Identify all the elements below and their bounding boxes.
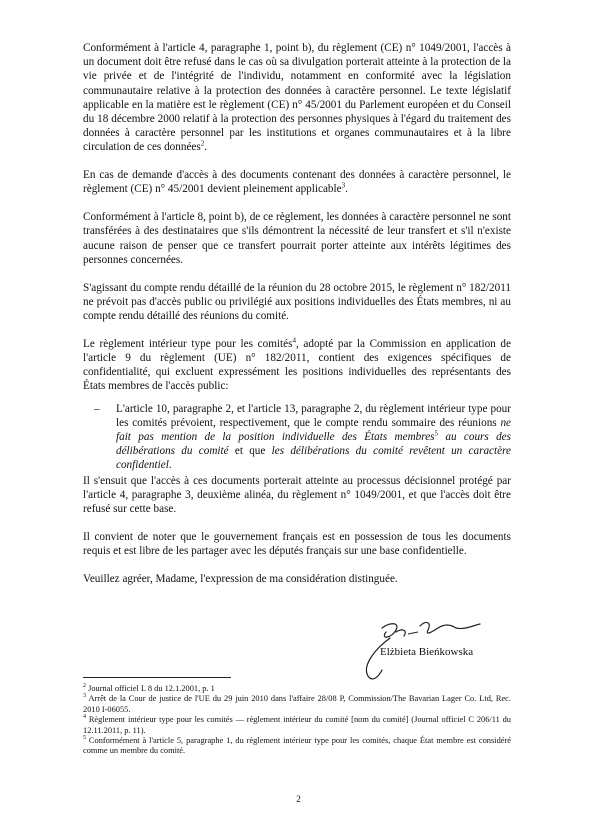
footnote-4: $^4$ Règlement intérieur type pour les comités — règlement intérieur du comité [nom du comité] (Journal officiel C 206/11 du 12.11.2011, p. 11). bbox=[83, 714, 511, 735]
paragraph-article-8: Conformément à l'article 8, point b), de ce règlement, les données à caractère personnel ne sont transférées à des destinataires que s'ils démontrent la nécessité de leur transfert et s'il n'existe aucune raison de penser que ce transfert pourrait porter atteinte aux intérêts légitimes des personnes concernées. bbox=[83, 211, 511, 266]
bullet-dash: – bbox=[94, 402, 100, 415]
footnote-3: $^3$ Arrêt de la Cour de justice de l'UE du 29 juin 2010 dans l'affaire 28/08 P, Commission/The Bavarian Lager Co. Ltd, Rec. 2010 I-06055. bbox=[83, 693, 511, 714]
paragraph-personal-data: En cas de demande d'accès à des documents contenant des données à caractère personnel, le règlement (CE) n° 45/2001 devient pleinement applicable$^3$. bbox=[83, 169, 511, 196]
bullet-text: L'article 10, paragraphe 2, et l'article 13, paragraphe 2, du règlement intérieur type pour les comités prévoient, respectivement, que le compte rendu sommaire des réunions ne fait pas mention de la position individuelle des États membres$^5$ au cours des délibérations du comité et que les délibérations du comité revêtent un caractère confidentiel. bbox=[116, 402, 511, 472]
signatory-name: Elżbieta Bieńkowska bbox=[380, 646, 474, 658]
bullet-item bbox=[83, 402, 511, 473]
footnotes bbox=[83, 684, 511, 757]
letter-body bbox=[83, 41, 511, 600]
paragraph-rules-of-procedure: Le règlement intérieur type pour les comités$^4$, adopté par la Commission en application de l'article 9 du règlement (UE) n° 182/2011, contient des exigences spécifiques de confidentialité, qui excluent expressément les positions individuelles des représentants des États membres de l'accès public: bbox=[83, 336, 511, 393]
footnote-separator bbox=[83, 677, 231, 678]
footnote-ref-4: 4 bbox=[292, 336, 296, 345]
footnote-ref-5: 5 bbox=[434, 429, 439, 438]
footnote-5: $^5$ Conformément à l'article 5, paragraphe 1, du règlement intérieur type pour les comités, chaque État membre est considéré comme un membre du comité. bbox=[83, 735, 511, 756]
footnote-ref-3: 3 bbox=[341, 181, 346, 190]
paragraph-article-4: Conformément à l'article 4, paragraphe 1, point b), du règlement (CE) n° 1049/2001, l'accès à un document doit être refusé dans le cas où sa divulgation porterait atteinte à la protection de la vie privée et de l'intégrité de l'individu, notamment en conformité avec la législation communautaire relative à la protection des données à caractère personnel. Le texte législatif applicable en la matière est le règlement (CE) n° 45/2001 du Parlement européen et du Conseil du 18 décembre 2000 relatif à la protection des personnes physiques à l'égard du traitement des données à caractère personnel par les institutions et organes communautaires et à la libre circulation de ces données$^2$. bbox=[83, 42, 511, 154]
page-number: 2 bbox=[296, 794, 301, 804]
paragraph-french-government: Il convient de noter que le gouvernement français est en possession de tous les documents requis et est libre de les partager avec les députés français sur une base confidentielle. bbox=[83, 530, 511, 558]
footnote-2: $^2$ Journal officiel L 8 du 12.1.2001, p. 1 bbox=[83, 683, 215, 693]
paragraph-conclusion: Il s'ensuit que l'accès à ces documents porterait atteinte au processus décisionnel protégé par l'article 4, paragraphe 3, deuxième alinéa, du règlement n° 1049/2001, et que l'accès doit être refusé sur cette base. bbox=[83, 474, 511, 516]
paragraph-closing: Veuillez agréer, Madame, l'expression de ma considération distinguée. bbox=[83, 572, 398, 585]
footnote-ref-2: 2 bbox=[200, 139, 205, 148]
paragraph-meeting-report: S'agissant du compte rendu détaillé de la réunion du 28 octobre 2015, le règlement n° 182/2011 ne prévoit pas d'accès public ou privilégié aux positions individuelles des États membres, ni au compte rendu détaillé des réunions du comité. bbox=[83, 281, 511, 323]
